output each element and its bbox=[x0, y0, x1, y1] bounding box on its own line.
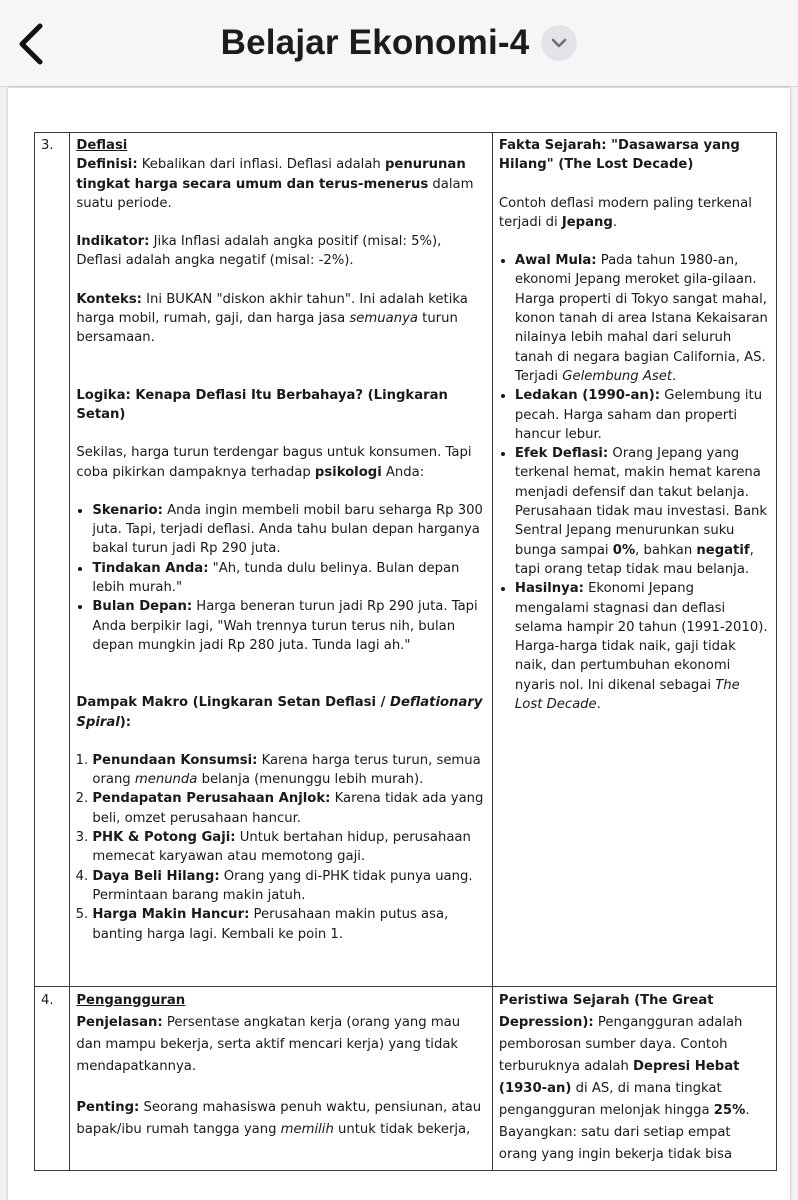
section-heading: Pengangguran bbox=[76, 992, 186, 1008]
list-item: 2. Pendapatan Perusahaan Anjlok: Karena tidak ada yang beli, omzet perusahaan hancur. bbox=[92, 789, 486, 828]
table-row bbox=[35, 133, 777, 987]
fakta-heading: Fakta Sejarah: "Dasawarsa yang Hilang" (The Lost Decade) bbox=[498, 138, 740, 173]
document-title[interactable]: Belajar Ekonomi-4 bbox=[220, 23, 530, 62]
list-item: • Skenario: Anda ingin membeli mobil baru seharga Rp 300 juta. Tapi, terjadi deflasi. Anda tahu bulan depan harganya bakal turun jadi Rp 290 juta. bbox=[92, 501, 486, 559]
list-item: • Awal Mula: Pada tahun 1980-an, ekonomi Jepang meroket gila-gilaan. Harga properti di Tokyo sangat mahal, konon tanah di area Istana Kekaisaran nilainya lebih mahal dari seluruh tanah di negara bagian California, AS. Terjadi Gelembung Aset. bbox=[515, 251, 770, 386]
list-item: 3. PHK & Potong Gaji: Untuk bertahan hidup, perusahaan memecat karyawan atau memotong gaji. bbox=[92, 828, 486, 867]
document-page bbox=[8, 88, 790, 1200]
list-item: • Efek Deflasi: Orang Jepang yang terkenal hemat, makin hemat karena menjadi defensif dan takut belanja. Perusahaan tidak mau investasi. Bank Sentral Jepang menurunkan suku bunga sampai 0%, bahkan negatif, tapi orang tetap tidak mau belanja. bbox=[515, 444, 770, 579]
fakta-cell bbox=[492, 133, 776, 987]
list-item: 4. Daya Beli Hilang: Orang yang di-PHK tidak punya uang. Permintaan barang makin jatuh. bbox=[92, 867, 486, 906]
definisi-paragraph: Definisi: Kebalikan dari inflasi. Deflasi adalah penurunan tingkat harga secara umum dan terus-menerus dalam suatu periode. bbox=[76, 157, 474, 211]
list-item: • Bulan Depan: Harga beneran turun jadi Rp 290 juta. Tapi Anda berpikir lagi, "Wah trennya turun terus nih, bulan depan mungkin jadi Rp 280 juta. Tunda lagi ah." bbox=[92, 597, 486, 655]
scenario-list bbox=[76, 501, 486, 655]
list-item: • Tindakan Anda: "Ah, tunda dulu belinya. Bulan depan lebih murah." bbox=[92, 559, 486, 598]
penting-paragraph: Penting: Seorang mahasiswa penuh waktu, pensiunan, atau bapak/ibu rumah tangga yang memilih untuk tidak bekerja, bbox=[76, 1099, 482, 1137]
list-item: • Ledakan (1990-an): Gelembung itu pecah. Harga saham dan properti hancur lebur. bbox=[515, 386, 770, 444]
row-number: 4. bbox=[35, 986, 70, 1170]
dampak-list bbox=[76, 751, 486, 944]
peristiwa-paragraph: Peristiwa Sejarah (The Great Depression): Pengangguran adalah pemborosan sumber daya. Contoh terburuknya adalah Depresi Hebat (1930-an) di AS, di mana tingkat pengangguran melonjak hingga 25%. Bayangkan: satu dari setiap empat orang yang ingin bekerja tidak bisa bbox=[498, 992, 750, 1162]
chevron-down-icon bbox=[550, 37, 568, 49]
sekilas-paragraph: Sekilas, harga turun terdengar bagus untuk konsumen. Tapi coba pikirkan dampaknya terhadap psikologi Anda: bbox=[76, 445, 472, 480]
row-number: 3. bbox=[35, 133, 70, 987]
contoh-paragraph: Contoh deflasi modern paling terkenal terjadi di Jepang. bbox=[498, 195, 752, 230]
title-menu-button[interactable] bbox=[541, 25, 577, 61]
pengangguran-cell bbox=[70, 986, 493, 1170]
title-area bbox=[0, 0, 798, 86]
deflasi-cell bbox=[70, 133, 493, 987]
konteks-paragraph: Konteks: Ini BUKAN "diskon akhir tahun". Ini adalah ketika harga mobil, rumah, gaji, dan harga jasa semuanya turun bersamaan. bbox=[76, 291, 468, 346]
penjelasan-paragraph: Penjelasan: Persentase angkatan kerja (orang yang mau dan mampu bekerja, serta aktif mencari kerja) yang tidak mendapatkannya. bbox=[76, 1014, 461, 1074]
table-row bbox=[35, 986, 777, 1170]
content-table bbox=[34, 132, 777, 1171]
peristiwa-cell bbox=[492, 986, 776, 1170]
top-bar bbox=[0, 0, 798, 87]
list-item: 1. Penundaan Konsumsi: Karena harga terus turun, semua orang menunda belanja (menunggu lebih murah). bbox=[92, 751, 486, 790]
section-heading: Deflasi bbox=[76, 138, 128, 153]
list-item: • Hasilnya: Ekonomi Jepang mengalami stagnasi dan deflasi selama hampir 20 tahun (1991-2010). Harga-harga tidak naik, gaji tidak naik, dan pertumbuhan ekonomi nyaris nol. Ini dikenal sebagai The Lost Decade. bbox=[515, 579, 770, 714]
dampak-heading: Dampak Makro (Lingkaran Setan Deflasi / Deflationary Spiral): bbox=[76, 695, 483, 730]
fakta-list bbox=[499, 251, 770, 714]
list-item: 5. Harga Makin Hancur: Perusahaan makin putus asa, banting harga lagi. Kembali ke poin 1. bbox=[92, 905, 486, 944]
indikator-paragraph: Indikator: Jika Inflasi adalah angka positif (misal: 5%), Deflasi adalah angka negatif (misal: -2%). bbox=[76, 234, 442, 269]
logika-heading: Logika: Kenapa Deflasi Itu Berbahaya? (Lingkaran Setan) bbox=[76, 387, 448, 422]
